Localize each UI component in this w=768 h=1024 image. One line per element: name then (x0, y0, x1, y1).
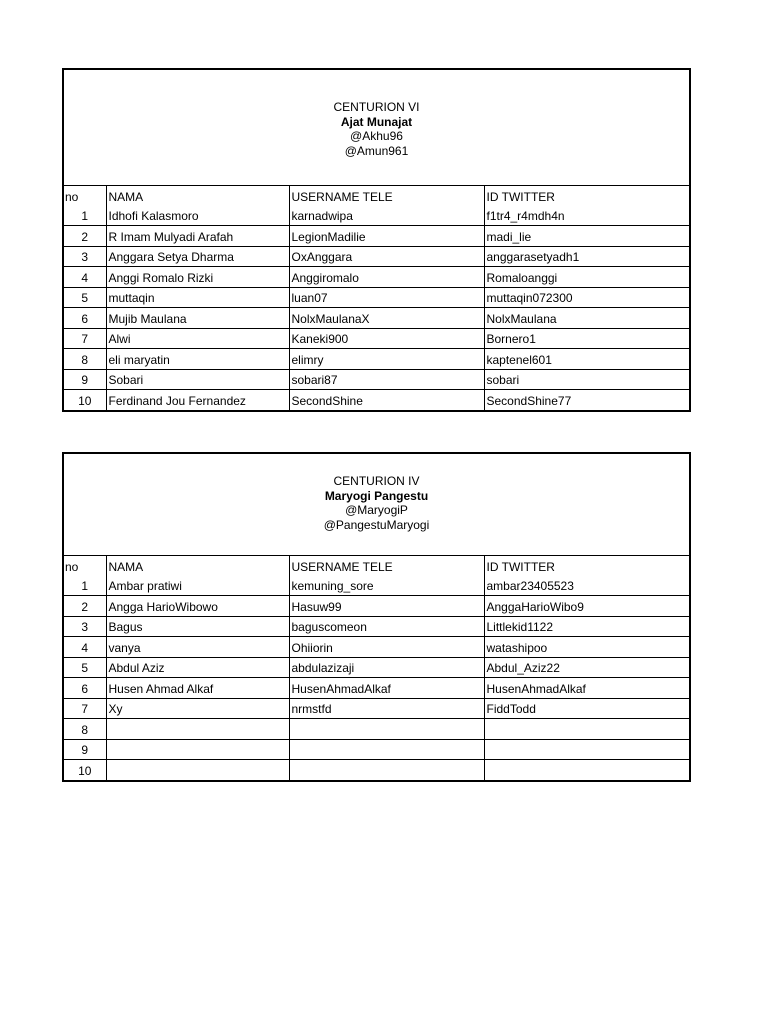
twitter-id-cell: sobari (484, 369, 689, 390)
leader-handle: @MaryogiP (345, 503, 408, 517)
twitter-id-cell: SecondShine77 (484, 390, 689, 410)
table-row (64, 246, 689, 267)
column-header-username: USERNAME TELE (289, 556, 484, 576)
telegram-username-cell: Kaneki900 (289, 328, 484, 349)
column-header-no: no (64, 556, 106, 576)
telegram-username-cell: SecondShine (289, 390, 484, 410)
member-name-cell: Ambar pratiwi (106, 576, 289, 596)
row-number-cell: 4 (64, 637, 106, 658)
member-name-cell (106, 739, 289, 760)
centurion-table-block (62, 452, 691, 782)
table-row (64, 390, 689, 410)
row-number-cell: 3 (64, 246, 106, 267)
twitter-id-cell: NolxMaulana (484, 308, 689, 329)
row-number-cell: 7 (64, 328, 106, 349)
twitter-id-cell: AnggaHarioWibo9 (484, 596, 689, 617)
telegram-username-cell: OxAnggara (289, 246, 484, 267)
twitter-id-cell: HusenAhmadAlkaf (484, 678, 689, 699)
row-number-cell: 8 (64, 349, 106, 370)
column-header-username: USERNAME TELE (289, 186, 484, 206)
table-row (64, 349, 689, 370)
table-row (64, 226, 689, 247)
member-table (64, 186, 689, 410)
member-name-cell: Mujib Maulana (106, 308, 289, 329)
table-header (64, 70, 689, 186)
row-number-cell: 10 (64, 760, 106, 780)
member-name-cell: Alwi (106, 328, 289, 349)
row-number-cell: 1 (64, 206, 106, 226)
member-table (64, 556, 689, 780)
member-name-cell: Angga HarioWibowo (106, 596, 289, 617)
telegram-username-cell: LegionMadilie (289, 226, 484, 247)
twitter-id-cell: Abdul_Aziz22 (484, 657, 689, 678)
column-header-twitter: ID TWITTER (484, 186, 689, 206)
telegram-username-cell: baguscomeon (289, 616, 484, 637)
row-number-cell: 2 (64, 226, 106, 247)
twitter-id-cell: madi_lie (484, 226, 689, 247)
twitter-id-cell (484, 739, 689, 760)
member-name-cell: eli maryatin (106, 349, 289, 370)
telegram-username-cell: nrmstfd (289, 698, 484, 719)
telegram-username-cell: sobari87 (289, 369, 484, 390)
row-number-cell: 6 (64, 678, 106, 699)
member-name-cell: Anggara Setya Dharma (106, 246, 289, 267)
leader-name: Maryogi Pangestu (324, 488, 429, 503)
telegram-username-cell: Anggiromalo (289, 267, 484, 288)
row-number-cell: 5 (64, 287, 106, 308)
twitter-id-cell: ambar23405523 (484, 576, 689, 596)
table-body (64, 576, 689, 780)
row-number-cell: 5 (64, 657, 106, 678)
row-number-cell: 9 (64, 369, 106, 390)
telegram-username-cell (289, 760, 484, 780)
table-row (64, 678, 689, 699)
twitter-id-cell: anggarasetyadh1 (484, 246, 689, 267)
table-body (64, 206, 689, 410)
telegram-username-cell: luan07 (289, 287, 484, 308)
twitter-id-cell: f1tr4_r4mdh4n (484, 206, 689, 226)
centurion-table-block (62, 68, 691, 412)
table-row (64, 616, 689, 637)
row-number-cell: 9 (64, 739, 106, 760)
table-row (64, 308, 689, 329)
telegram-username-cell: abdulazizaji (289, 657, 484, 678)
telegram-username-cell: NolxMaulanaX (289, 308, 484, 329)
table-row (64, 698, 689, 719)
table-row (64, 637, 689, 658)
row-number-cell: 3 (64, 616, 106, 637)
leader-handle: @PangestuMaryogi (323, 517, 430, 532)
twitter-id-cell: watashipoo (484, 637, 689, 658)
table-header (64, 454, 689, 556)
telegram-username-cell: kemuning_sore (289, 576, 484, 596)
column-header-twitter: ID TWITTER (484, 556, 689, 576)
member-name-cell: Bagus (106, 616, 289, 637)
column-header-no: no (64, 186, 106, 206)
column-header-nama: NAMA (106, 186, 289, 206)
table-row (64, 206, 689, 226)
table-row (64, 760, 689, 780)
table-row (64, 369, 689, 390)
leader-name: Ajat Munajat (340, 114, 413, 129)
column-header-row (64, 186, 689, 206)
twitter-id-cell: muttaqin072300 (484, 287, 689, 308)
member-name-cell: R Imam Mulyadi Arafah (106, 226, 289, 247)
twitter-id-cell (484, 760, 689, 780)
member-name-cell: muttaqin (106, 287, 289, 308)
telegram-username-cell: karnadwipa (289, 206, 484, 226)
table-row (64, 576, 689, 596)
twitter-id-cell: Littlekid1122 (484, 616, 689, 637)
telegram-username-cell (289, 719, 484, 740)
table-row (64, 657, 689, 678)
row-number-cell: 4 (64, 267, 106, 288)
member-name-cell: Sobari (106, 369, 289, 390)
member-name-cell: Ferdinand Jou Fernandez (106, 390, 289, 410)
column-header-row (64, 556, 689, 576)
leader-handle: @Amun961 (344, 143, 409, 158)
row-number-cell: 10 (64, 390, 106, 410)
member-name-cell: Xy (106, 698, 289, 719)
telegram-username-cell: Ohiiorin (289, 637, 484, 658)
row-number-cell: 6 (64, 308, 106, 329)
group-title: CENTURION VI (333, 100, 420, 114)
column-header-nama: NAMA (106, 556, 289, 576)
member-name-cell: vanya (106, 637, 289, 658)
member-name-cell: Husen Ahmad Alkaf (106, 678, 289, 699)
group-title: CENTURION IV (333, 474, 420, 488)
twitter-id-cell (484, 719, 689, 740)
table-row (64, 287, 689, 308)
telegram-username-cell: elimry (289, 349, 484, 370)
leader-handle: @Akhu96 (350, 129, 403, 143)
row-number-cell: 7 (64, 698, 106, 719)
table-row (64, 328, 689, 349)
table-row (64, 719, 689, 740)
telegram-username-cell: Hasuw99 (289, 596, 484, 617)
member-name-cell: Idhofi Kalasmoro (106, 206, 289, 226)
member-name-cell: Anggi Romalo Rizki (106, 267, 289, 288)
telegram-username-cell: HusenAhmadAlkaf (289, 678, 484, 699)
member-name-cell (106, 719, 289, 740)
row-number-cell: 1 (64, 576, 106, 596)
twitter-id-cell: kaptenel601 (484, 349, 689, 370)
telegram-username-cell (289, 739, 484, 760)
twitter-id-cell: Romaloanggi (484, 267, 689, 288)
twitter-id-cell: FiddTodd (484, 698, 689, 719)
row-number-cell: 8 (64, 719, 106, 740)
twitter-id-cell: Bornero1 (484, 328, 689, 349)
table-row (64, 596, 689, 617)
row-number-cell: 2 (64, 596, 106, 617)
member-name-cell (106, 760, 289, 780)
member-name-cell: Abdul Aziz (106, 657, 289, 678)
table-row (64, 267, 689, 288)
table-row (64, 739, 689, 760)
